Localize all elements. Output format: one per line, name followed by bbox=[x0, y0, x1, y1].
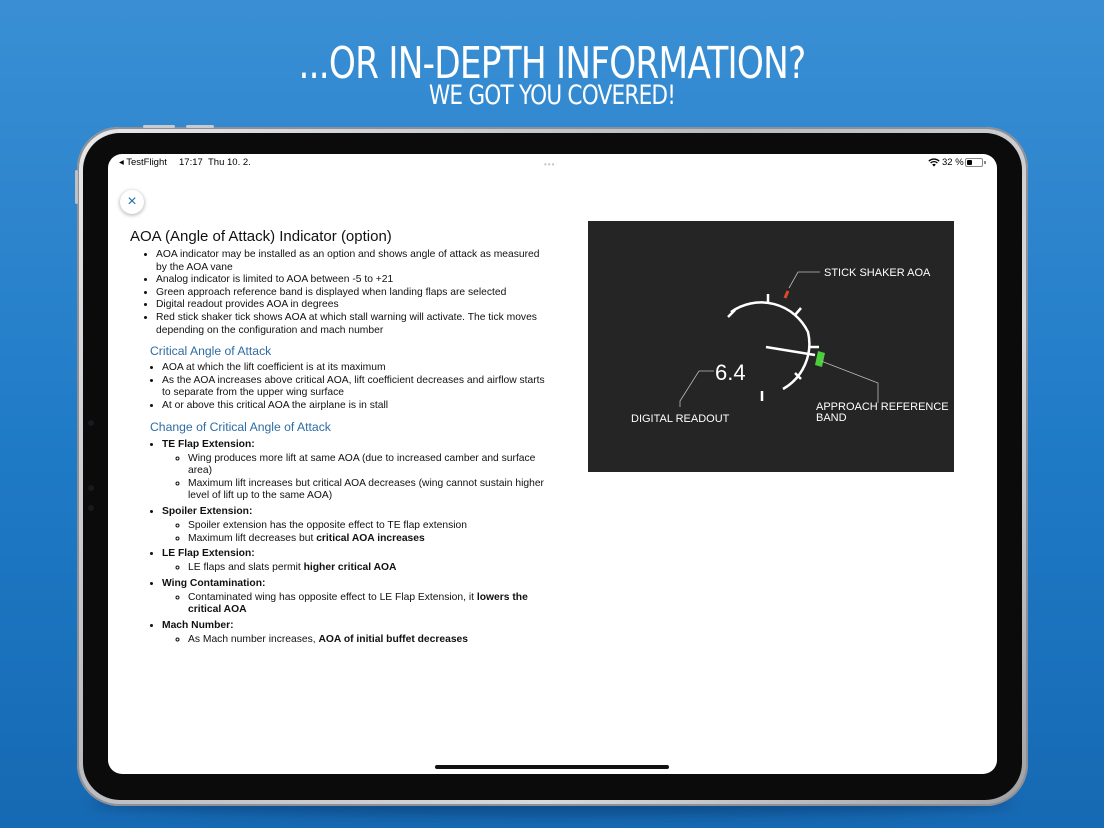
list-item: ◦ Wing produces more lift at same AOA (due to increased camber and surface area) bbox=[188, 453, 550, 478]
spoiler-label: Spoiler Extension: bbox=[162, 505, 253, 517]
multitasking-dots[interactable]: ••• bbox=[544, 160, 556, 169]
approach-reference-label: APPROACH REFERENCE bbox=[816, 401, 949, 413]
list-item: • Analog indicator is limited to AOA between -5 to +21 bbox=[156, 274, 550, 287]
camera-dot bbox=[88, 505, 94, 511]
article-title: AOA (Angle of Attack) Indicator (option) bbox=[130, 228, 392, 245]
list-item: ◦ LE flaps and slats permit higher critical AOA bbox=[188, 562, 550, 575]
aoa-indicator-diagram bbox=[588, 221, 954, 472]
list-item: • AOA indicator may be installed as an option and shows angle of attack as measured by the AOA vane bbox=[156, 249, 550, 274]
list-item: • Red stick shaker tick shows AOA at which stall warning will activate. The tick moves depending on the configuration and mach number bbox=[156, 312, 550, 337]
headline-subtitle: WE GOT YOU COVERED! bbox=[428, 80, 676, 111]
stick-shaker-leader bbox=[789, 272, 820, 288]
list-item: ◦ Spoiler extension has the opposite effect to TE flap extension bbox=[188, 520, 550, 533]
article-content bbox=[130, 228, 550, 648]
approach-reference-band bbox=[815, 351, 825, 367]
wing-contamination-label: Wing Contamination: bbox=[162, 577, 266, 589]
list-item: • At or above this critical AOA the airplane is in stall bbox=[162, 400, 550, 413]
change-critical-aoa-heading: Change of Critical Angle of Attack bbox=[150, 419, 331, 434]
aoa-gauge-svg bbox=[588, 221, 954, 472]
list-item: • Digital readout provides AOA in degrees bbox=[156, 299, 550, 312]
stick-shaker-tick bbox=[785, 291, 788, 298]
critical-aoa-heading: Critical Angle of Attack bbox=[150, 344, 272, 359]
critical-aoa-list bbox=[130, 362, 550, 412]
headline-title: ...OR IN-DEPTH INFORMATION? bbox=[298, 38, 806, 89]
top-button bbox=[143, 125, 175, 128]
home-indicator[interactable] bbox=[435, 765, 669, 769]
close-button[interactable]: × bbox=[120, 190, 144, 214]
approach-reference-label-2: BAND bbox=[816, 412, 847, 424]
list-item bbox=[162, 577, 550, 617]
le-flap-label: LE Flap Extension: bbox=[162, 548, 255, 560]
top-button bbox=[186, 125, 214, 128]
back-to-testflight[interactable]: ◂ TestFlight bbox=[119, 157, 167, 168]
digital-readout-leader bbox=[680, 371, 714, 407]
camera-dot bbox=[88, 485, 94, 491]
list-item: ◦ As Mach number increases, AOA of initial buffet decreases bbox=[188, 634, 550, 647]
aoa-bullet-list bbox=[130, 249, 550, 337]
list-item bbox=[162, 547, 550, 575]
list-item: • Green approach reference band is displayed when landing flaps are selected bbox=[156, 287, 550, 300]
app-screen bbox=[108, 154, 997, 774]
list-item bbox=[162, 505, 550, 545]
camera-dot bbox=[88, 420, 94, 426]
stick-shaker-label: STICK SHAKER AOA bbox=[824, 267, 931, 279]
list-item bbox=[162, 619, 550, 647]
digital-readout-label: DIGITAL READOUT bbox=[631, 413, 730, 425]
status-time: 17:17 bbox=[179, 157, 203, 168]
digital-readout-value: 6.4 bbox=[715, 360, 746, 385]
battery-percent: 32 % bbox=[942, 157, 964, 168]
list-item: • AOA at which the lift coefficient is at its maximum bbox=[162, 362, 550, 375]
mach-number-label: Mach Number: bbox=[162, 619, 234, 631]
list-item bbox=[162, 438, 550, 503]
list-item: ◦ Maximum lift decreases but critical AOA increases bbox=[188, 533, 550, 546]
list-item: • As the AOA increases above critical AOA, lift coefficient decreases and airflow starts to separate from the upper wing surface bbox=[162, 375, 550, 400]
list-item: ◦ Contaminated wing has opposite effect to LE Flap Extension, it lowers the critical AOA bbox=[188, 592, 550, 617]
change-critical-aoa-list bbox=[130, 438, 550, 647]
approach-leader bbox=[821, 361, 878, 403]
battery-icon bbox=[965, 158, 983, 167]
te-flap-label: TE Flap Extension: bbox=[162, 438, 255, 450]
side-button bbox=[75, 170, 78, 204]
wifi-icon bbox=[928, 158, 940, 167]
status-date: Thu 10. 2. bbox=[208, 157, 251, 168]
gauge-tick bbox=[795, 308, 801, 315]
list-item: ◦ Maximum lift increases but critical AOA decreases (wing cannot sustain higher level of lift up to the same AOA) bbox=[188, 478, 550, 503]
